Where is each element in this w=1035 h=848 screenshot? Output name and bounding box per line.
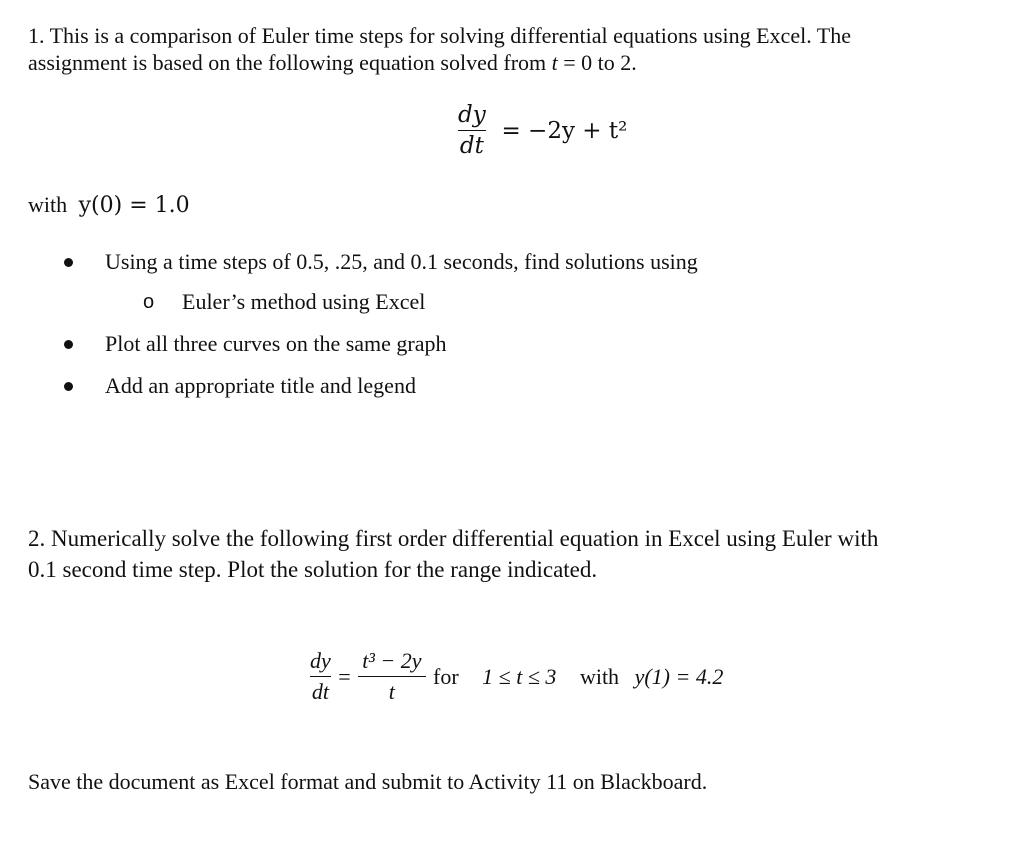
q2-intro-line-2: 0.1 second time step. Plot the solution for the range indicated. [28, 557, 598, 582]
q2-equation-rhs-bar [358, 676, 425, 677]
q1-initial-condition [28, 191, 190, 220]
q1-intro-line-1: 1. This is a comparison of Euler time steps for solving differential equations using Excel. The [28, 23, 852, 48]
q2-equation-lhs-numerator: dy [310, 648, 331, 673]
q1-initial-value: y(0) = 1.0 [78, 193, 190, 218]
bullet-marker-1 [64, 258, 73, 267]
q1-equation-denominator: dt [459, 133, 484, 159]
q1-bullet-time-steps: Using a time steps of 0.5, .25, and 0.1 seconds, find solutions using [105, 249, 698, 274]
q1-equation [458, 102, 627, 159]
q1-bullet-plot-curves: Plot all three curves on the same graph [105, 331, 447, 356]
q2-equation [310, 648, 723, 705]
q2-equation-rhs-numerator: t³ − 2y [362, 648, 422, 673]
q2-range: 1 ≤ t ≤ 3 [482, 663, 557, 689]
q1-equation-fraction-bar [458, 130, 486, 131]
q2-with-label: with [579, 663, 620, 689]
sub-bullet-marker: o [143, 291, 155, 313]
q1-equation-rhs: = −2y + t² [501, 117, 628, 144]
q2-for-label: for [433, 663, 459, 689]
q2-equation-lhs-denominator: dt [311, 679, 329, 704]
q2-equation-rhs-denominator: t [388, 679, 395, 704]
q2-equation-lhs-bar [310, 676, 331, 677]
q2-initial-value: y(1) = 4.2 [634, 663, 724, 689]
q1-sub-bullet-euler: Euler’s method using Excel [182, 289, 426, 314]
q2-intro-line-1: 2. Numerically solve the following first order differential equation in Excel using Euler with [28, 526, 879, 551]
q2-equation-rhs-fraction [358, 648, 425, 705]
q1-intro-variable-t: t [551, 50, 558, 75]
q2-equation-lhs-fraction [310, 648, 331, 705]
q1-equation-numerator: dy [458, 102, 486, 128]
q1-bullet-title-legend: Add an appropriate title and legend [105, 373, 416, 398]
q2-equation-equals: = [338, 663, 351, 689]
q1-intro-line-2 [28, 49, 637, 77]
bullet-marker-3 [64, 382, 73, 391]
q1-with-label: with [28, 192, 68, 217]
q1-intro-line-2-post: = 0 to 2. [557, 50, 637, 75]
q1-equation-fraction [458, 102, 486, 159]
submission-instructions: Save the document as Excel format and submit to Activity 11 on Blackboard. [28, 769, 708, 794]
bullet-marker-2 [64, 340, 73, 349]
q1-intro-line-2-pre: assignment is based on the following equation solved from [28, 50, 552, 75]
